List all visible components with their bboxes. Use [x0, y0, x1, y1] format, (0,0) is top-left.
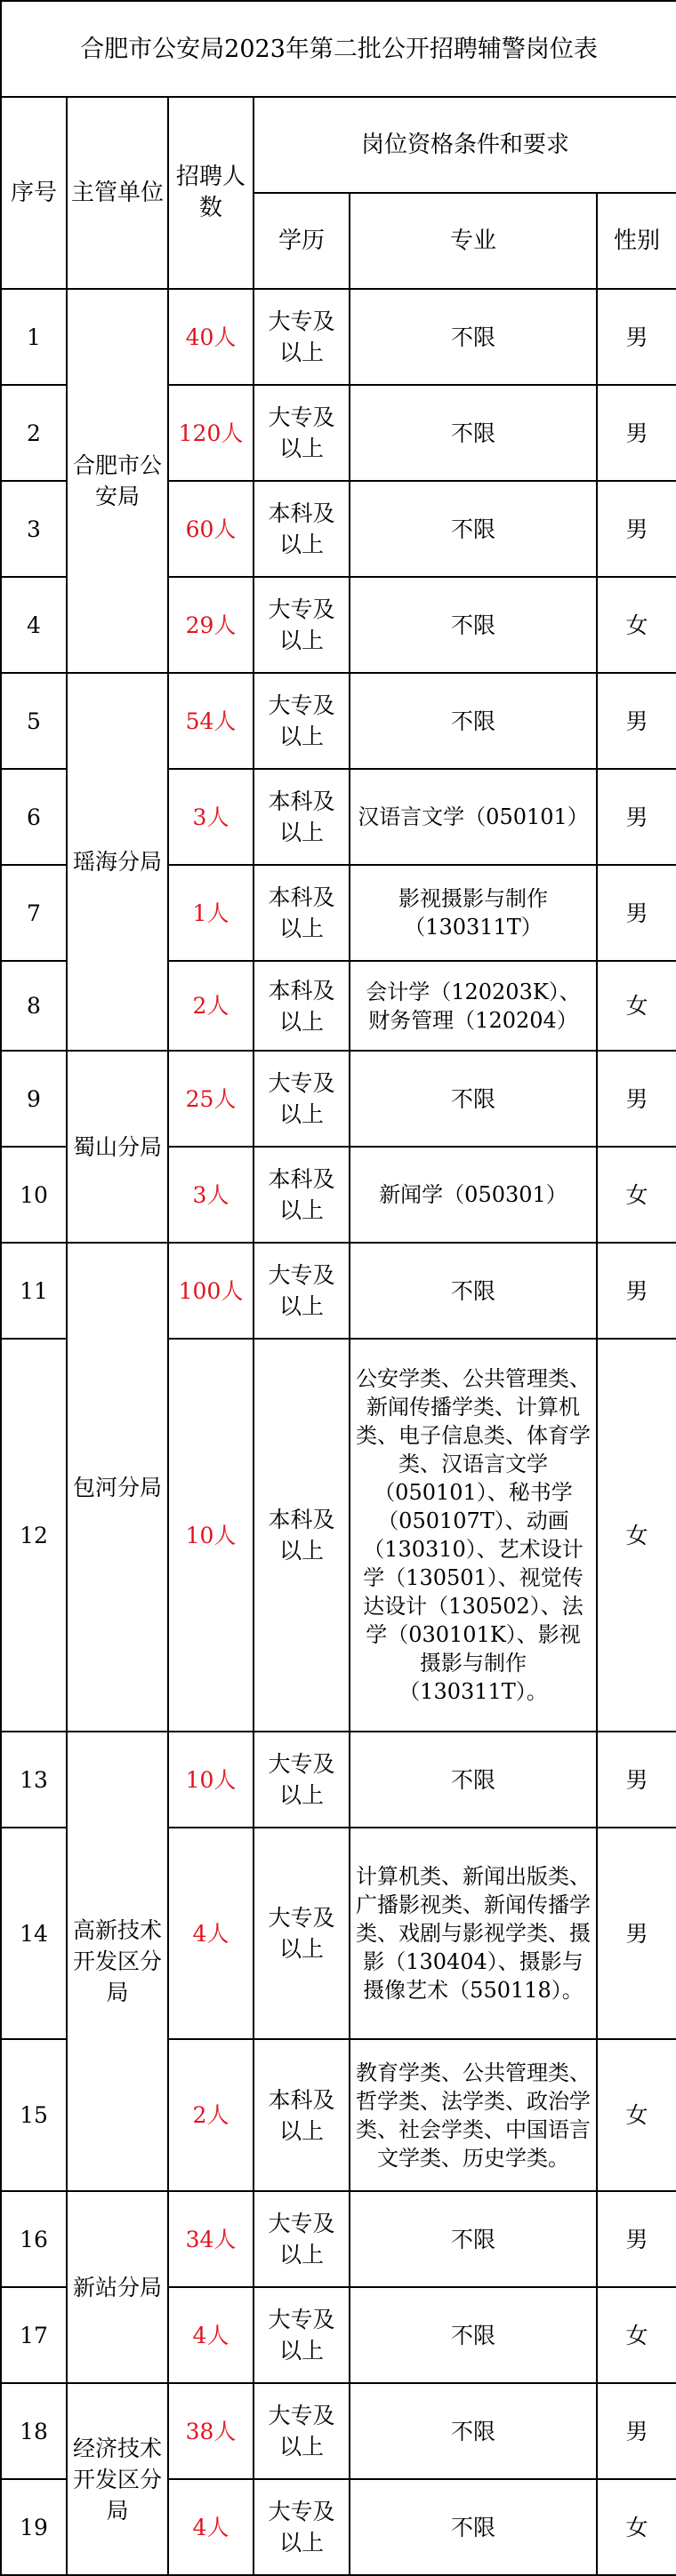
cell-unit: 新站分局	[67, 2191, 168, 2383]
cell-gender: 男	[597, 289, 676, 385]
cell-major: 教育学类、公共管理类、哲学类、法学类、政治学类、社会学类、中国语言文学类、历史学类。	[350, 2039, 597, 2191]
cell-count: 29人	[168, 577, 254, 673]
cell-major: 不限	[350, 1243, 597, 1339]
cell-gender: 男	[597, 385, 676, 481]
cell-gender: 女	[597, 2039, 676, 2191]
cell-major: 不限	[350, 2383, 597, 2479]
cell-unit: 蜀山分局	[67, 1051, 168, 1243]
cell-count: 4人	[168, 2287, 254, 2383]
cell-index: 18	[1, 2383, 67, 2479]
cell-major: 不限	[350, 481, 597, 577]
cell-index: 11	[1, 1243, 67, 1339]
cell-major: 公安学类、公共管理类、新闻传播学类、计算机类、电子信息类、体育学类、汉语言文学（050101）、秘书学（050107T）、动画（130310）、艺术设计学（130501）、视觉传达设计（130502）、法学（030101K）、影视摄影与制作（130311T）。	[350, 1339, 597, 1732]
cell-index: 7	[1, 865, 67, 961]
cell-gender: 男	[597, 769, 676, 865]
cell-education: 本科及以上	[254, 961, 350, 1051]
header-requirements: 岗位资格条件和要求	[254, 97, 676, 193]
cell-index: 5	[1, 673, 67, 769]
cell-count: 34人	[168, 2191, 254, 2287]
cell-count: 54人	[168, 673, 254, 769]
cell-education: 本科及以上	[254, 1147, 350, 1243]
header-education: 学历	[254, 193, 350, 289]
table-row	[1, 2383, 676, 2479]
cell-education: 大专及以上	[254, 1828, 350, 2039]
cell-count: 10人	[168, 1732, 254, 1828]
cell-index: 6	[1, 769, 67, 865]
cell-major: 汉语言文学（050101）	[350, 769, 597, 865]
cell-major: 不限	[350, 1051, 597, 1147]
table-row	[1, 289, 676, 385]
cell-major: 计算机类、新闻出版类、广播影视类、新闻传播学类、戏剧与影视学类、摄影（130404）、摄影与摄像艺术（550118）。	[350, 1828, 597, 2039]
cell-unit: 高新技术开发区分局	[67, 1732, 168, 2191]
cell-major: 不限	[350, 2191, 597, 2287]
table-row	[1, 673, 676, 769]
cell-major: 不限	[350, 385, 597, 481]
cell-count: 120人	[168, 385, 254, 481]
table-title: 合肥市公安局2023年第二批公开招聘辅警岗位表	[1, 1, 676, 97]
table-row	[1, 2191, 676, 2287]
cell-education: 本科及以上	[254, 481, 350, 577]
cell-education: 大专及以上	[254, 2383, 350, 2479]
cell-index: 17	[1, 2287, 67, 2383]
cell-major: 不限	[350, 2287, 597, 2383]
table-row	[1, 1732, 676, 1828]
cell-major: 不限	[350, 577, 597, 673]
cell-index: 13	[1, 1732, 67, 1828]
cell-gender: 女	[597, 2479, 676, 2575]
cell-index: 2	[1, 385, 67, 481]
cell-education: 大专及以上	[254, 1732, 350, 1828]
cell-index: 10	[1, 1147, 67, 1243]
cell-unit: 合肥市公安局	[67, 289, 168, 673]
cell-count: 25人	[168, 1051, 254, 1147]
cell-major: 新闻学（050301）	[350, 1147, 597, 1243]
cell-education: 大专及以上	[254, 577, 350, 673]
cell-count: 2人	[168, 2039, 254, 2191]
cell-count: 3人	[168, 1147, 254, 1243]
cell-education: 大专及以上	[254, 2287, 350, 2383]
cell-gender: 男	[597, 2191, 676, 2287]
cell-education: 大专及以上	[254, 1051, 350, 1147]
header-count: 招聘人数	[168, 97, 254, 289]
header-gender: 性别	[597, 193, 676, 289]
cell-education: 大专及以上	[254, 1243, 350, 1339]
cell-index: 9	[1, 1051, 67, 1147]
cell-index: 12	[1, 1339, 67, 1732]
cell-unit: 瑶海分局	[67, 673, 168, 1051]
cell-index: 19	[1, 2479, 67, 2575]
cell-count: 4人	[168, 1828, 254, 2039]
cell-education: 大专及以上	[254, 2479, 350, 2575]
cell-index: 3	[1, 481, 67, 577]
cell-major: 会计学（120203K）、财务管理（120204）	[350, 961, 597, 1051]
table-row	[1, 1243, 676, 1339]
cell-education: 大专及以上	[254, 673, 350, 769]
cell-gender: 男	[597, 1732, 676, 1828]
header-index: 序号	[1, 97, 67, 289]
cell-education: 大专及以上	[254, 385, 350, 481]
cell-count: 60人	[168, 481, 254, 577]
cell-count: 1人	[168, 865, 254, 961]
cell-major: 不限	[350, 289, 597, 385]
header-major: 专业	[350, 193, 597, 289]
cell-gender: 女	[597, 961, 676, 1051]
cell-index: 8	[1, 961, 67, 1051]
cell-gender: 女	[597, 577, 676, 673]
cell-gender: 男	[597, 2383, 676, 2479]
cell-count: 38人	[168, 2383, 254, 2479]
cell-unit: 包河分局	[67, 1243, 168, 1732]
cell-major: 不限	[350, 673, 597, 769]
cell-major: 不限	[350, 2479, 597, 2575]
cell-gender: 男	[597, 481, 676, 577]
cell-gender: 男	[597, 865, 676, 961]
cell-education: 本科及以上	[254, 769, 350, 865]
cell-major: 影视摄影与制作（130311T）	[350, 865, 597, 961]
cell-index: 1	[1, 289, 67, 385]
cell-index: 14	[1, 1828, 67, 2039]
cell-gender: 男	[597, 673, 676, 769]
cell-gender: 女	[597, 2287, 676, 2383]
cell-count: 4人	[168, 2479, 254, 2575]
cell-unit: 经济技术开发区分局	[67, 2383, 168, 2575]
cell-count: 100人	[168, 1243, 254, 1339]
cell-education: 大专及以上	[254, 2191, 350, 2287]
cell-count: 2人	[168, 961, 254, 1051]
cell-gender: 男	[597, 1051, 676, 1147]
cell-major: 不限	[350, 1732, 597, 1828]
cell-index: 4	[1, 577, 67, 673]
cell-count: 40人	[168, 289, 254, 385]
cell-education: 大专及以上	[254, 289, 350, 385]
cell-count: 10人	[168, 1339, 254, 1732]
cell-index: 16	[1, 2191, 67, 2287]
header-unit: 主管单位	[67, 97, 168, 289]
cell-gender: 男	[597, 1828, 676, 2039]
table-row	[1, 1051, 676, 1147]
cell-education: 本科及以上	[254, 865, 350, 961]
cell-gender: 女	[597, 1339, 676, 1732]
cell-count: 3人	[168, 769, 254, 865]
cell-gender: 男	[597, 1243, 676, 1339]
cell-index: 15	[1, 2039, 67, 2191]
cell-gender: 女	[597, 1147, 676, 1243]
cell-education: 本科及以上	[254, 1339, 350, 1732]
cell-education: 本科及以上	[254, 2039, 350, 2191]
